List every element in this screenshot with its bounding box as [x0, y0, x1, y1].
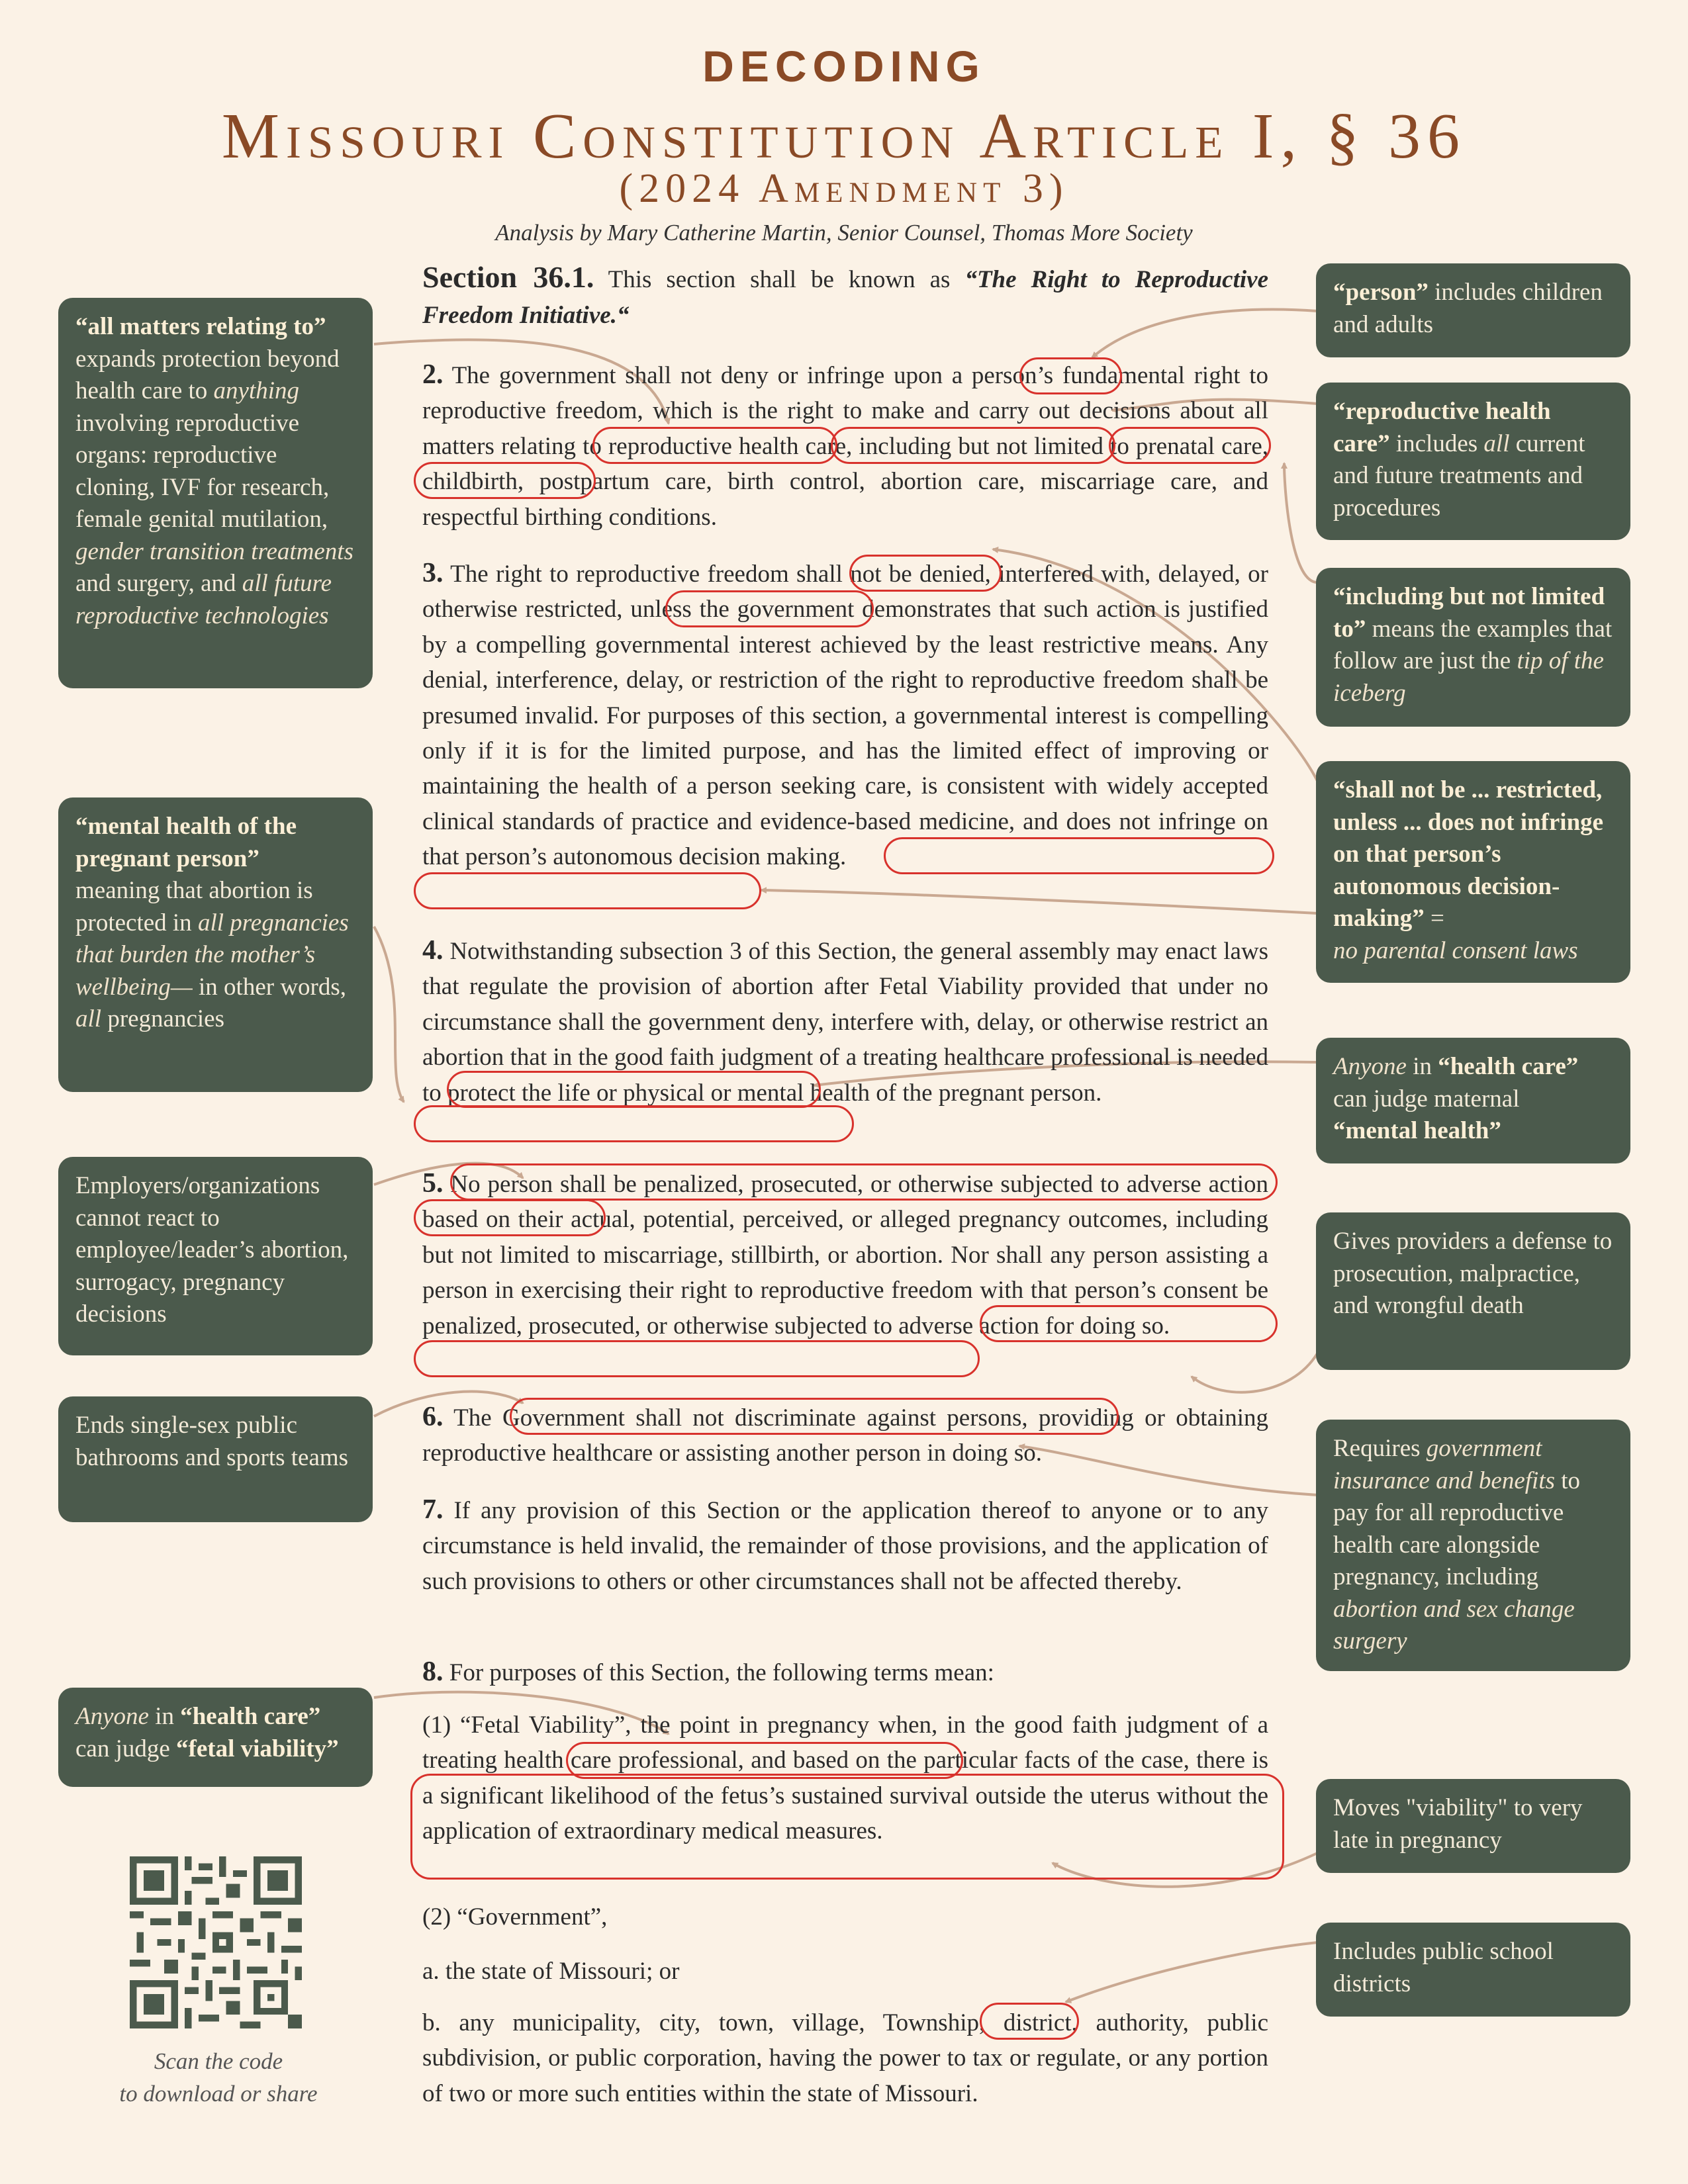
note-italic: no parental consent laws: [1333, 936, 1578, 964]
note-text: in: [155, 1703, 174, 1730]
definition-government-a: a. the state of Missouri; or: [422, 1958, 680, 1985]
decoding-label: DECODING: [702, 42, 986, 91]
note-employers: Employers/organizations cannot react to employee/leader’s abortion, surrogacy, pregnancy decisions: [58, 1157, 373, 1355]
paragraph-text: If any provision of this Section or the application thereof to anyone or to any circumstance is held invalid, the remainder of those provisions, and the application of such provisions to others or other circumstances shall not be affected thereby.: [422, 1497, 1269, 1595]
note-text: Requires: [1333, 1435, 1421, 1462]
note-italic: all pregnancies that burden the mother’s wellbeing—: [75, 909, 349, 1001]
section-intro: This section shall be known as: [608, 266, 951, 293]
highlight-significant-likelihood: [410, 1774, 1284, 1880]
initiative-name: “The Right to Reproductive Freedom Initiative.“: [422, 266, 1268, 329]
paragraph-number: 5.: [422, 1168, 444, 1199]
definition-fetal-viability: (1) “Fetal Viability”, the point in pregnancy when, in the good faith judgment of a treating health care professional, and based on the particular facts of the case, there is a significant likelihood of the fetus’s sustained survival outside the uterus without the application of extraordinary medical measures.: [422, 1711, 1268, 1845]
note-text: in: [1413, 1053, 1432, 1080]
note-text: can judge maternal: [1333, 1085, 1520, 1113]
note-italic: all: [75, 1005, 102, 1032]
note-text: can judge: [75, 1735, 170, 1762]
note-bold: “reproductive health care”: [1333, 398, 1551, 457]
qr-code[interactable]: [130, 1856, 302, 2028]
highlight-otherwise-subjected: [414, 1340, 980, 1377]
note-maternal-mental-health: [1316, 1038, 1630, 1163]
highlight-restricted: [665, 590, 874, 627]
paragraph-number: 3.: [422, 558, 444, 588]
paragraph-8: [422, 1655, 1268, 1690]
arrow-including: [1284, 463, 1317, 582]
highlight-including: [1109, 427, 1271, 464]
paragraph-text: Notwithstanding subsection 3 of this Section, the general assembly may enact laws that regulate the provision of abortion after Fetal Viability provided that under no circumstance shall the government deny, interfere with, delay, or otherwise restrict an abortion that in the good faith judgment of a treating healthcare professional is needed to protect the life or physical or mental health of the pregnant person.: [422, 938, 1269, 1107]
note-government-insurance: [1316, 1420, 1630, 1671]
note-including: [1316, 568, 1630, 727]
paragraph-number: 8.: [422, 1657, 444, 1687]
note-viability-late: Moves "viability" to very late in pregnancy: [1316, 1779, 1630, 1873]
note-bold: “mental health of the pregnant person”: [75, 813, 297, 872]
paragraph-number: 6.: [422, 1402, 444, 1432]
qr-caption-line: to download or share: [119, 2081, 318, 2107]
paragraph-text: The government shall not deny or infringe upon a person’s fundamental right to reproductive freedom, which is the right to make and carry out decisions about all matters relating to reproductive health care, including but not limited to prenatal care, childbirth, postpartum care, birth control, abortion care, miscarriage care, and respectful birthing conditions.: [422, 362, 1268, 531]
note-mental-health: [58, 797, 373, 1092]
note-italic: abortion and sex change surgery: [1333, 1595, 1575, 1655]
note-text: and surgery, and: [75, 570, 236, 597]
definition-government-b: b. any municipality, city, town, village, Township, district, authority, public subdivision, or public corporation, having the power to tax or regulate, or any portion of two or more such entities within the state of Missouri.: [422, 2009, 1268, 2107]
paragraph-text: For purposes of this Section, the following terms mean:: [449, 1659, 994, 1686]
highlight-penalized: [980, 1305, 1278, 1342]
note-bold: “person”: [1333, 279, 1429, 306]
paragraph-text: The Government shall not discriminate against persons, providing or obtaining reproductive healthcare or assisting another person in doing so.: [422, 1404, 1268, 1467]
highlight-adverse-action: [414, 1199, 606, 1236]
note-defense: Gives providers a defense to prosecution, malpractice, and wrongful death: [1316, 1212, 1630, 1370]
note-all-matters: [58, 298, 373, 688]
note-italic: anything: [213, 377, 300, 404]
note-repro-care: [1316, 383, 1630, 540]
note-bold: “including but not limited to”: [1333, 583, 1605, 643]
note-italic: government insurance and benefits: [1333, 1435, 1556, 1494]
paragraph-number: 4.: [422, 935, 444, 966]
note-text: pregnancies: [107, 1005, 225, 1032]
note-parental-consent: [1316, 761, 1630, 983]
note-text: involving reproductive organs: reproductive cloning, IVF for research, female genital mutilation,: [75, 409, 330, 533]
note-text: includes: [1395, 430, 1478, 457]
note-text: to pay for all reproductive health care alongside pregnancy, including: [1333, 1467, 1581, 1590]
note-text: means the examples that follow are just the: [1333, 615, 1613, 674]
note-italic: tip of the iceberg: [1333, 647, 1604, 707]
qr-caption-line: Scan the code: [154, 2048, 283, 2074]
note-text: meaning that abortion is protected in: [75, 877, 313, 936]
section-heading-block: [422, 259, 1268, 334]
section-heading: Section 36.1.: [422, 260, 594, 294]
note-text: includes children and adults: [1333, 279, 1603, 338]
highlight-repro-care: [831, 427, 1115, 464]
byline: Analysis by Mary Catherine Martin, Senior Counsel, Thomas More Society: [495, 220, 1193, 246]
paragraph-7: [422, 1492, 1268, 1599]
note-text: in other words,: [199, 973, 347, 1001]
highlight-mental-health: [414, 1105, 854, 1142]
arrow-autonomous: [761, 890, 1317, 913]
note-bold: “health care”: [1438, 1053, 1579, 1080]
note-italic: all: [1483, 430, 1510, 457]
note-text: =: [1430, 905, 1444, 932]
arrow-defense: [1192, 1353, 1317, 1392]
highlight-does-not-infringe: [884, 837, 1274, 874]
highlight-no-person: [450, 1163, 1278, 1201]
note-text: expands protection beyond health care to: [75, 345, 340, 404]
qr-caption: [79, 2045, 357, 2110]
highlight-all-matters: [592, 427, 837, 464]
page-subtitle: (2024 Amendment 3): [619, 166, 1069, 211]
note-bold: “mental health”: [1333, 1117, 1501, 1144]
highlight-district: [980, 2003, 1079, 2040]
highlight-government-discriminate: [510, 1398, 1119, 1435]
page-title: Missouri Constitution Article I, § 36: [221, 101, 1467, 172]
paragraph-text: The right to reproductive freedom shall not be denied, interfered with, delayed, or otherwise restricted, unless the government demonstrates that such action is justified by a compelling governmental interest achieved by the least restrictive means. Any denial, interference, delay, or restriction of the right to reproductive freedom shall be presumed invalid. For purposes of this section, a governmental interest is compelling only if it is for the limited purpose, and has the limited effect of improving or maintaining the health of a person seeking care, is consistent with widely accepted clinical standards of practice and evidence-based medicine, and does not infringe on that person’s autonomous decision making.: [422, 561, 1268, 871]
note-text: current and future treatments and procedures: [1333, 430, 1585, 522]
note-italic: Anyone: [75, 1703, 149, 1730]
note-bold: “shall not be ... restricted, unless ... does not infringe on that person’s autonomous decision-making”: [1333, 776, 1604, 932]
note-italic: gender transition treatments: [75, 537, 353, 565]
paragraph-text: No person shall be penalized, prosecuted, or otherwise subjected to adverse action based on their actual, potential, perceived, or alleged pregnancy outcomes, including but not limited to miscarriage, stillbirth, or abortion. Nor shall any person assisting a person in exercising their right to reproductive freedom with that person’s consent be penalized, prosecuted, or otherwise subjected to adverse action for doing so.: [422, 1171, 1269, 1340]
highlight-treating-pro: [447, 1071, 821, 1108]
note-italic: all future reproductive technologies: [75, 570, 332, 629]
note-bold: “health care”: [180, 1703, 321, 1730]
paragraph-number: 7.: [422, 1494, 444, 1525]
note-school-districts: Includes public school districts: [1316, 1923, 1630, 2017]
highlight-autonomous: [414, 872, 761, 909]
note-single-sex: Ends single-sex public bathrooms and sports teams: [58, 1396, 373, 1522]
note-italic: Anyone: [1333, 1053, 1407, 1080]
definition-government: (2) “Government”,: [422, 1903, 608, 1931]
highlight-shall-not: [849, 555, 1002, 592]
note-bold: “all matters relating to”: [75, 313, 326, 340]
note-fetal-viability: [58, 1688, 373, 1787]
highlight-person: [1019, 357, 1122, 394]
paragraph-number: 2.: [422, 359, 444, 390]
highlight-not-limited: [414, 462, 596, 499]
note-person: [1316, 263, 1630, 357]
arrow-mental-health: [374, 927, 404, 1102]
note-bold: “fetal viability”: [176, 1735, 339, 1762]
